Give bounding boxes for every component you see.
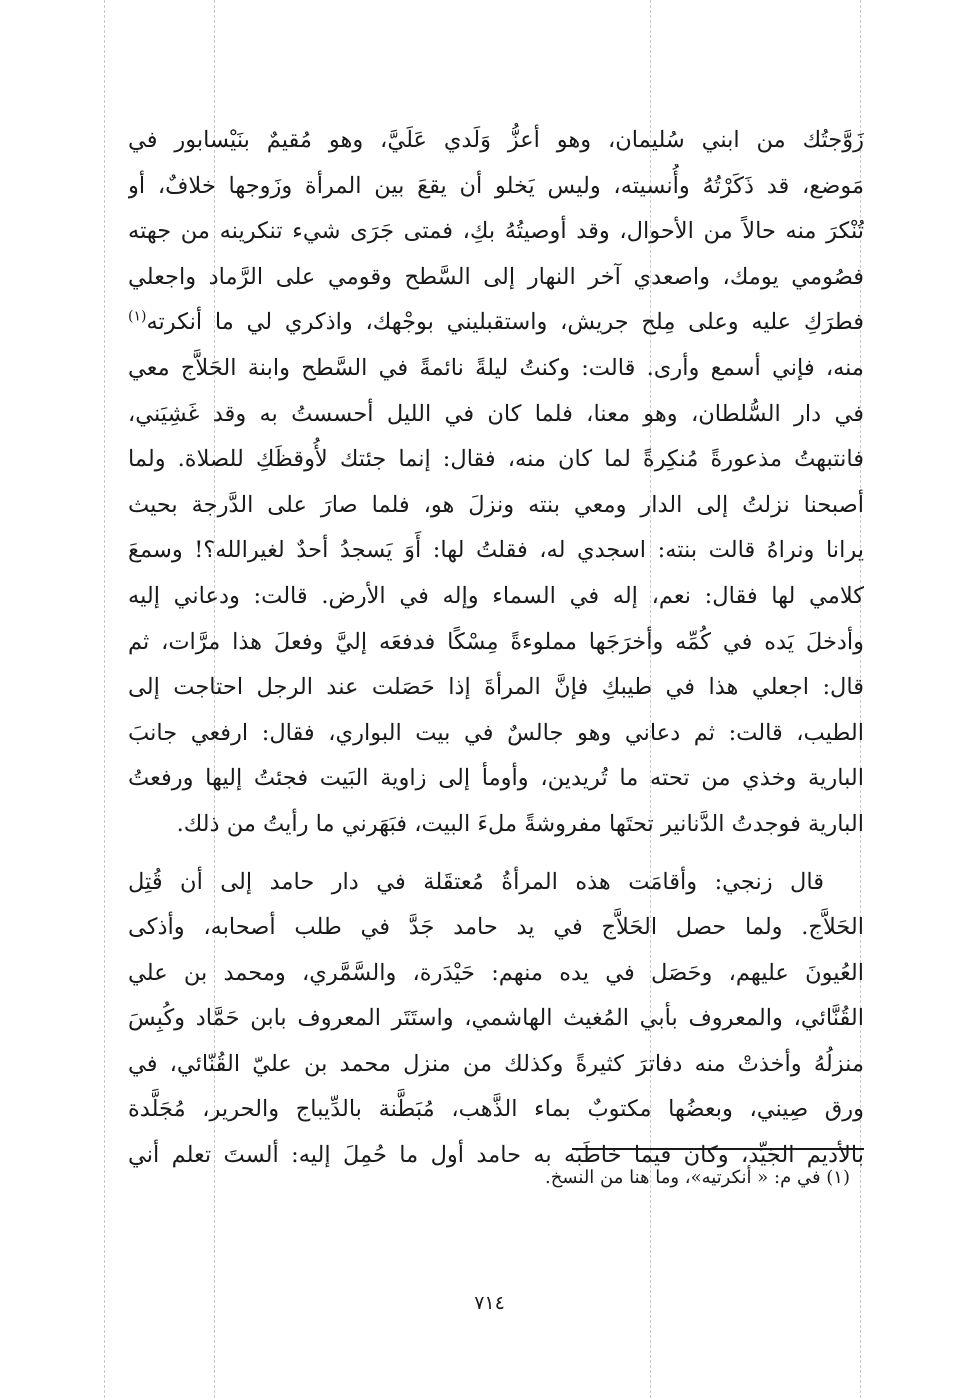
- text-line: قال زنجي: وأقامَت هذه المرأةُ مُعتقَلة في دار حامد إلى أن قُتِل: [128, 868, 824, 895]
- text-line: زَوَّجتُك من ابني سُليمان، وهو أعزُّ وَلَدي عَلَيَّ، وهو مُقيمٌ بنَيْسابور في: [128, 127, 864, 153]
- footnote: (١) في م: « أنكرتيه»، وما هنا من النسخ.: [544, 1167, 850, 1188]
- page-number: ٧١٤: [474, 1292, 505, 1314]
- text-line: العُيونَ عليهم، وحَصَل في يده منهم: حَيْدَرة، والسَّمَّري، ومحمد بن علي: [128, 959, 864, 986]
- scan-guide-line: [104, 0, 105, 1398]
- text-line: وأدخلَ يَده في كُمِّه وأخرَجَها مملوءةً مِسْكًا فدفعَه إليَّ وفعلَ هذا مرَّات، ثم: [128, 628, 864, 655]
- text-line: منه، فإني أسمع وأرى. قالت: وكنتُ ليلةً نائمةً في السَّطح وابنة الحَلاَّج معي: [128, 354, 864, 381]
- text-line: منزلُهُ وأخذتْ منه دفاترَ كثيرةً وكذلك من منزل محمد بن عليّ القُنّائي، في: [128, 1050, 864, 1077]
- text-line: مَوضع، قد ذَكَرْتُهُ وأُنسيته، وليس يَخلو أن يقعَ بين المرأة وزَوجها خلافٌ، أو: [128, 172, 864, 199]
- text-line-with-footnote: [128, 300, 864, 346]
- text-line: فصُومي يومك، واصعدي آخر النهار إلى السَّطح وقومي على الرَّماد واجعلي: [128, 263, 864, 290]
- text-line: فانتبهتُ مذعورةً مُنكِرةً لما كان منه، فقال: إنما جئتك لأُوقظَكِ للصلاة. ولما: [128, 446, 864, 473]
- footnote-divider: [572, 1148, 864, 1150]
- text-line: يرانا ونراهُ قالت بنته: اسجدي له، فقلتُ لها: أَوَ يَسجدُ أحدٌ لغيرالله؟! وسمعَ: [128, 537, 864, 564]
- text-line: ورق صِيني، وبعضُها مكتوبٌ بماء الذَّهب، مُبَطَّنة بالدِّيباج والحرير، مُجَلَّدة: [128, 1096, 864, 1123]
- text-line: أصبحنا نزلتُ إلى الدار ومعي بنته ونزلَ هو، فلما صارَ على الدَّرجة بحيث: [128, 491, 864, 518]
- footnote-marker: (١): [128, 308, 147, 325]
- text-line: الحَلاَّج. ولما حصل الحَلاَّج في يد حامد جَدَّ في طلب أصحابه، وأذكى: [128, 914, 864, 941]
- text-line: الطيب، قالت: ثم دعاني وهو جالسٌ في بيت البواري، فقال: ارفعي جانبَ: [128, 719, 864, 746]
- paragraph-2: [128, 860, 864, 1179]
- text-line: قال: اجعلي هذا في طيبكِ فإنَّ المرأةَ إذا حَصَلت عند الرجل احتاجت إلى: [128, 674, 864, 701]
- text-line: تُنْكرَ منه حالاً من الأحوال، وقد أوصيتُهُ بكِ، فمتى جَرَى شيء تنكرينه من جهته: [128, 218, 864, 245]
- text-line: البارية وخذي من تحته ما تُريدين، وأومأ إلى زاوية البَيت فجئتُ إليها ورفعتُ: [128, 765, 864, 792]
- text-line: كلامي لها فقال: نعم، إله في السماء وإله في الأرض. قالت: ودعاني إليه: [128, 582, 864, 609]
- text-line: بالأديم الجَيِّد، وكان فيما خاطَبَه به حامد أول ما حُمِلَ إليه: ألستَ تعلم أني: [128, 1142, 864, 1169]
- text-segment: فطرَكِ عليه وعلى مِلح جريش، واستقبليني بوجْهك، واذكري لي ما أنكرته: [146, 309, 864, 336]
- main-text: [128, 118, 864, 1179]
- text-line: في دار السُّلطان، وهو معنا، فلما كان في الليل أحسستُ به وقد غَشِيَني،: [128, 400, 864, 427]
- text-line: القُنَّائي، والمعروف بأبي المُغيث الهاشمي، واستَتَر المعروف بابن حَمَّاد وكُبِسَ: [128, 1005, 864, 1032]
- paragraph-1: [128, 118, 864, 848]
- text-line: البارية فوجدتُ الدَّنانير تحتَها مفروشةً ملءَ البيت، فبَهَرني ما رأيتُ من ذلك.: [176, 810, 864, 837]
